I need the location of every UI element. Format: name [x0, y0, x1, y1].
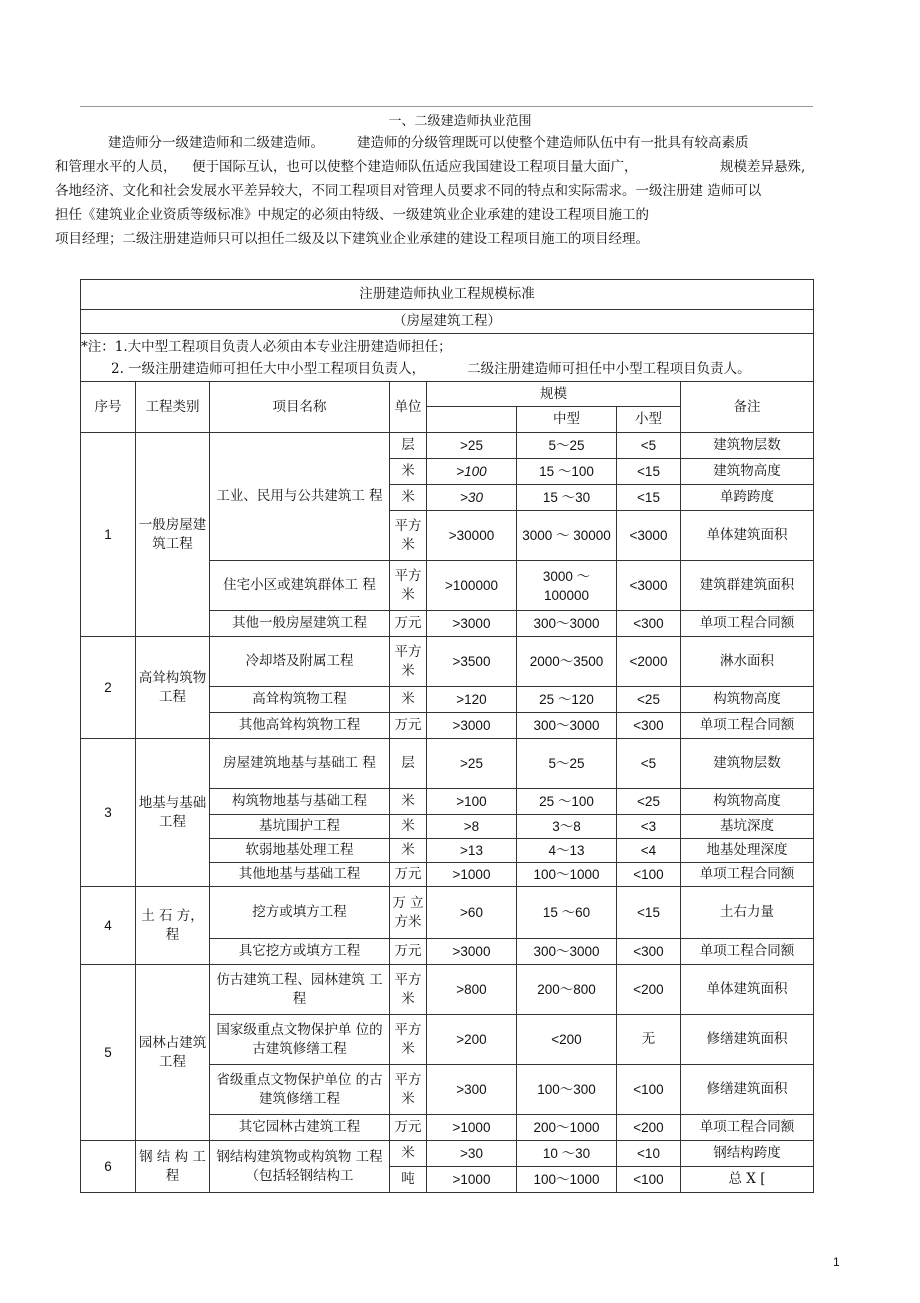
item-cell: 工业、民用与公共建筑工 程: [210, 433, 390, 561]
remark-cell: 建筑物层数: [681, 739, 814, 789]
unit-cell: 平方米: [390, 637, 427, 687]
unit-cell: 米: [390, 1141, 427, 1167]
medium-cell: 15 ～60: [517, 887, 617, 939]
large-cell: >3000: [427, 611, 517, 637]
note-2a: 2. 一级注册建造师可担任大中小型工程项目负责人，: [111, 360, 426, 377]
remark-cell: 单体建筑面积: [681, 511, 814, 561]
medium-cell: 5～25: [517, 739, 617, 789]
table-title: 注册建造师执业工程规模标准: [81, 280, 814, 310]
large-cell: >3500: [427, 637, 517, 687]
small-cell: <300: [617, 713, 681, 739]
medium-cell: 2000～3500: [517, 637, 617, 687]
large-cell: >120: [427, 687, 517, 713]
item-cell: 其他高耸构筑物工程: [210, 713, 390, 739]
large-cell: >1000: [427, 1167, 517, 1193]
unit-cell: 平方米: [390, 1015, 427, 1065]
remark-cell: 单项工程合同额: [681, 863, 814, 887]
unit-cell: 万元: [390, 713, 427, 739]
large-cell: >1000: [427, 863, 517, 887]
item-cell: 具它挖方或填方工程: [210, 939, 390, 965]
paragraph-line-2c: 规模差异悬殊,: [720, 159, 806, 175]
small-cell: <3000: [617, 511, 681, 561]
scale-standard-table: [80, 279, 814, 1193]
item-cell: 钢结构建筑物或构筑物 工程（包括轻钢结构工: [210, 1141, 390, 1193]
item-cell: 其他一般房屋建筑工程: [210, 611, 390, 637]
remark-cell: 单项工程合同额: [681, 611, 814, 637]
seq-cell: 2: [81, 637, 136, 739]
remark-cell: 单体建筑面积: [681, 965, 814, 1015]
medium-cell: 3～8: [517, 815, 617, 839]
large-cell: >25: [427, 739, 517, 789]
header-row-1: [81, 382, 814, 407]
remark-cell: 淋水面积: [681, 637, 814, 687]
table-notes: [81, 334, 814, 382]
item-cell: 基坑围护工程: [210, 815, 390, 839]
medium-cell: 25 ～120: [517, 687, 617, 713]
small-cell: <10: [617, 1141, 681, 1167]
large-cell: >30: [427, 1141, 517, 1167]
header-unit: 单位: [390, 382, 427, 433]
small-cell: <15: [617, 485, 681, 511]
category-cell: 钢 结 构 工程: [136, 1141, 210, 1193]
unit-cell: 米: [390, 687, 427, 713]
page-number: 1: [833, 1255, 840, 1269]
paragraph-line-2b: 便于国际互认，也可以使整个建造师队伍适应我国建设工程项目量大面广，: [192, 159, 638, 175]
medium-cell: 3000 ～ 100000: [517, 561, 617, 611]
large-cell: >100: [427, 459, 517, 485]
header-small: 小型: [617, 407, 681, 433]
unit-cell: 层: [390, 739, 427, 789]
header-scale: 规模: [427, 382, 681, 407]
remark-cell: 建筑群建筑面积: [681, 561, 814, 611]
note-2: [81, 358, 811, 380]
small-cell: <25: [617, 789, 681, 815]
large-cell: >300: [427, 1065, 517, 1115]
category-cell: 园林占建筑工程: [136, 965, 210, 1141]
medium-cell: 10 ～30: [517, 1141, 617, 1167]
section-title: 一、二级建造师执业范围: [388, 114, 532, 129]
category-cell: 高耸构筑物工程: [136, 637, 210, 739]
medium-cell: 200～1000: [517, 1115, 617, 1141]
unit-cell: 万元: [390, 863, 427, 887]
unit-cell: 平方米: [390, 561, 427, 611]
small-cell: <300: [617, 939, 681, 965]
paragraph-line-2a: 和管理水平的人员，: [55, 159, 177, 175]
item-cell: 其他地基与基础工程: [210, 863, 390, 887]
medium-cell: 5～25: [517, 433, 617, 459]
item-cell: 房屋建筑地基与基础工 程: [210, 739, 390, 789]
header-large: [427, 407, 517, 433]
large-cell: >100: [427, 789, 517, 815]
small-cell: <100: [617, 863, 681, 887]
small-cell: <100: [617, 1065, 681, 1115]
header-medium: 中型: [517, 407, 617, 433]
medium-cell: 100～1000: [517, 863, 617, 887]
large-cell: >25: [427, 433, 517, 459]
unit-cell: 万元: [390, 611, 427, 637]
item-cell: 住宅小区或建筑群体工 程: [210, 561, 390, 611]
small-cell: <25: [617, 687, 681, 713]
unit-cell: 平方米: [390, 511, 427, 561]
note-1: *注：1.大中型工程项目负责人必须由本专业注册建造师担任；: [81, 338, 452, 355]
remark-cell: 总 X [: [681, 1167, 814, 1193]
item-cell: 其它园林古建筑工程: [210, 1115, 390, 1141]
paragraph-line-5: 项目经理；二级注册建造师只可以担任二级及以下建筑业企业承建的建设工程项目施工的项目经理。: [55, 231, 649, 247]
item-cell: 国家级重点文物保护单 位的古建筑修缮工程: [210, 1015, 390, 1065]
medium-cell: 15 ～30: [517, 485, 617, 511]
item-cell: 省级重点文物保护单位 的古建筑修缮工程: [210, 1065, 390, 1115]
seq-cell: 3: [81, 739, 136, 887]
medium-cell: 300～3000: [517, 939, 617, 965]
table-title-row: [81, 280, 814, 310]
remark-cell: 修缮建筑面积: [681, 1065, 814, 1115]
small-cell: 无: [617, 1015, 681, 1065]
unit-cell: 吨: [390, 1167, 427, 1193]
unit-cell: 米: [390, 815, 427, 839]
item-cell: 挖方或填方工程: [210, 887, 390, 939]
medium-cell: 15 ～100: [517, 459, 617, 485]
seq-cell: 6: [81, 1141, 136, 1193]
small-cell: <200: [617, 965, 681, 1015]
large-cell: >100000: [427, 561, 517, 611]
header-seq: 序号: [81, 382, 136, 433]
paragraph-line-4: 担任《建筑业企业资质等级标准》中规定的必须由特级、一级建筑业企业承建的建设工程项目施工的: [55, 207, 649, 223]
remark-cell: 建筑物高度: [681, 459, 814, 485]
unit-cell: 平方米: [390, 965, 427, 1015]
unit-cell: 米: [390, 459, 427, 485]
medium-cell: 200～800: [517, 965, 617, 1015]
unit-cell: 层: [390, 433, 427, 459]
header-item: 项目名称: [210, 382, 390, 433]
table-row: [81, 739, 814, 789]
large-cell: >13: [427, 839, 517, 863]
table-subtitle-row: [81, 310, 814, 334]
remark-cell: 地基处理深度: [681, 839, 814, 863]
category-cell: 地基与基础工程: [136, 739, 210, 887]
large-cell: >60: [427, 887, 517, 939]
large-cell: >800: [427, 965, 517, 1015]
paragraph-line-3: 各地经济、文化和社会发展水平差异较大，不同工程项目对管理人员要求不同的特点和实际需求。一级注册建 造师可以: [55, 183, 762, 199]
small-cell: <3000: [617, 561, 681, 611]
seq-cell: 4: [81, 887, 136, 965]
small-cell: <5: [617, 739, 681, 789]
table-note-row: [81, 334, 814, 382]
large-cell: >30000: [427, 511, 517, 561]
table-row: [81, 965, 814, 1015]
remark-cell: 单跨跨度: [681, 485, 814, 511]
remark-cell: 单项工程合同额: [681, 713, 814, 739]
item-cell: 冷却塔及附属工程: [210, 637, 390, 687]
remark-cell: 构筑物高度: [681, 687, 814, 713]
remark-cell: 修缮建筑面积: [681, 1015, 814, 1065]
small-cell: <100: [617, 1167, 681, 1193]
small-cell: <300: [617, 611, 681, 637]
medium-cell: 4～13: [517, 839, 617, 863]
remark-cell: 单项工程合同额: [681, 1115, 814, 1141]
large-cell: >8: [427, 815, 517, 839]
small-cell: <5: [617, 433, 681, 459]
large-cell: >3000: [427, 939, 517, 965]
unit-cell: 万元: [390, 939, 427, 965]
item-cell: 软弱地基处理工程: [210, 839, 390, 863]
remark-cell: 建筑物层数: [681, 433, 814, 459]
remark-cell: 单项工程合同额: [681, 939, 814, 965]
category-cell: 一般房屋建筑工程: [136, 433, 210, 637]
remark-cell: 构筑物高度: [681, 789, 814, 815]
item-cell: 仿古建筑工程、园林建筑 工程: [210, 965, 390, 1015]
small-cell: <200: [617, 1115, 681, 1141]
medium-cell: 300～3000: [517, 611, 617, 637]
large-cell: >200: [427, 1015, 517, 1065]
small-cell: <4: [617, 839, 681, 863]
paragraph-line-1b: 建造师的分级管理既可以使整个建造师队伍中有一批具有较高素质: [357, 135, 749, 151]
remark-cell: 基坑深度: [681, 815, 814, 839]
table-row: [81, 433, 814, 459]
unit-cell: 米: [390, 789, 427, 815]
note-2b: 二级注册建造师可担任中小型工程项目负责人。: [467, 360, 751, 377]
large-cell: >30: [427, 485, 517, 511]
medium-cell: 3000 ～ 30000: [517, 511, 617, 561]
table-row: [81, 887, 814, 939]
small-cell: <3: [617, 815, 681, 839]
top-rule: [80, 106, 813, 107]
medium-cell: 100～300: [517, 1065, 617, 1115]
unit-cell: 万元: [390, 1115, 427, 1141]
remark-cell: 土右力量: [681, 887, 814, 939]
medium-cell: 25 ～100: [517, 789, 617, 815]
seq-cell: 1: [81, 433, 136, 637]
unit-cell: 万 立方米: [390, 887, 427, 939]
medium-cell: <200: [517, 1015, 617, 1065]
paragraph-line-1a: 建造师分一级建造师和二级建造师。: [108, 135, 324, 151]
medium-cell: 300～3000: [517, 713, 617, 739]
header-remark: 备注: [681, 382, 814, 433]
small-cell: <15: [617, 459, 681, 485]
medium-cell: 100～1000: [517, 1167, 617, 1193]
header-category: 工程类别: [136, 382, 210, 433]
remark-cell: 钢结构跨度: [681, 1141, 814, 1167]
small-cell: <2000: [617, 637, 681, 687]
item-cell: 构筑物地基与基础工程: [210, 789, 390, 815]
unit-cell: 米: [390, 485, 427, 511]
category-cell: 土 石 方，程: [136, 887, 210, 965]
table-row: [81, 1141, 814, 1167]
large-cell: >1000: [427, 1115, 517, 1141]
item-cell: 高耸构筑物工程: [210, 687, 390, 713]
table-row: [81, 637, 814, 687]
large-cell: >3000: [427, 713, 517, 739]
seq-cell: 5: [81, 965, 136, 1141]
unit-cell: 米: [390, 839, 427, 863]
small-cell: <15: [617, 887, 681, 939]
unit-cell: 平方米: [390, 1065, 427, 1115]
table-subtitle: （房屋建筑工程）: [81, 310, 814, 334]
